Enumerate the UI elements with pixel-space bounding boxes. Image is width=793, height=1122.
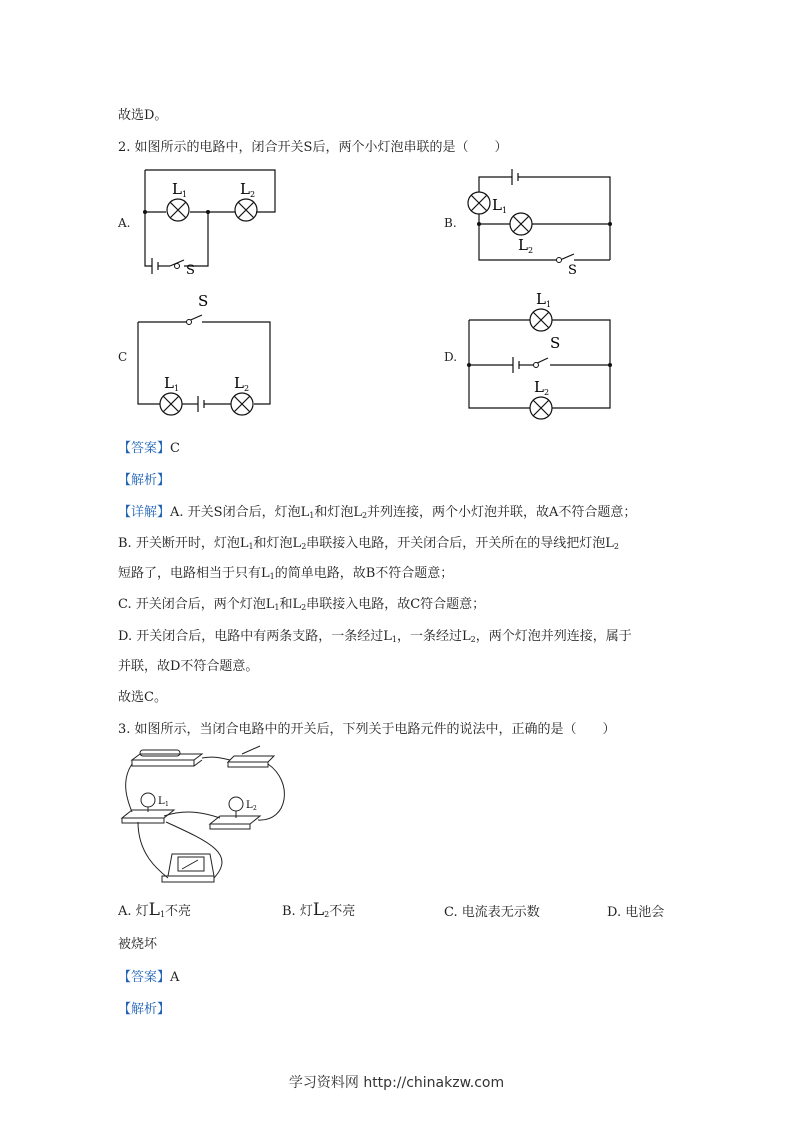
sub-1: 1 bbox=[309, 511, 315, 520]
fig-label-l2-sub: 2 bbox=[253, 805, 257, 812]
label-l2-d: L bbox=[534, 378, 544, 396]
label-l1-c: L bbox=[164, 374, 174, 392]
detail-c-1: C. 开关闭合后，两个灯泡L bbox=[118, 597, 275, 612]
detail-d-1: D. 开关闭合后，电路中有两条支路，一条经过L bbox=[118, 629, 392, 644]
q2-conclusion: 故选C。 bbox=[118, 690, 167, 705]
q2-detail-d-cont: 并联，故D不符合题意。 bbox=[118, 659, 259, 674]
label-l2-b: L bbox=[518, 236, 528, 254]
q2-detail-c bbox=[118, 593, 485, 612]
footer-watermark: 学习资料网 http://chinakzw.com bbox=[288, 1075, 505, 1091]
fig-label-l1-sub: 1 bbox=[165, 801, 169, 808]
q3-opt-b-sub: 2 bbox=[324, 910, 330, 919]
detail-b-1: B. 开关断开时，灯泡L bbox=[118, 536, 249, 551]
option-b-label: B. bbox=[444, 216, 457, 230]
label-l1-d: L bbox=[536, 290, 546, 308]
detail-b-2: 和灯泡L bbox=[253, 536, 302, 551]
label-s-c: S bbox=[198, 292, 209, 310]
sub-1: 1 bbox=[391, 635, 397, 644]
option-d-label: D. bbox=[444, 350, 458, 364]
q3-apparatus-figure bbox=[118, 742, 298, 888]
q3-stem: 3. 如图所示，当闭合电路中的开关后，下列关于电路元件的说法中，正确的是（ ） bbox=[118, 722, 616, 737]
sub-2: 2 bbox=[301, 542, 307, 551]
label-l2-sub-c: 2 bbox=[244, 384, 250, 393]
q2-detail-d bbox=[118, 625, 632, 644]
q2-answer bbox=[118, 437, 180, 456]
label-l1-sub-b: 1 bbox=[502, 206, 508, 215]
fig-label-l2: L bbox=[246, 800, 253, 811]
q3-option-c: C. 电流表无示数 bbox=[444, 905, 540, 920]
detail-tag: 【详解】 bbox=[118, 505, 171, 520]
sub-1: 1 bbox=[248, 542, 254, 551]
answer-tag: 【答案】 bbox=[118, 441, 171, 456]
sub-2: 2 bbox=[613, 542, 620, 551]
detail-a-2: 和灯泡L bbox=[314, 505, 362, 520]
label-s-b: S bbox=[568, 263, 577, 278]
q2-stem: 2. 如图所示的电路中，闭合开关S后，两个小灯泡串联的是（ ） bbox=[118, 140, 508, 155]
circuit-b bbox=[462, 164, 622, 280]
q3-opt-b-l: L bbox=[312, 900, 325, 920]
q3-opt-a-text: A. 灯 bbox=[118, 904, 149, 919]
label-s-a: S bbox=[186, 263, 195, 278]
label-l1-sub-d: 1 bbox=[546, 300, 552, 309]
label-l1-sub-c: 1 bbox=[174, 384, 180, 393]
detail-a-3: 并列连接，两个小灯泡并联，故A不符合题意； bbox=[367, 505, 637, 520]
answer-value: C bbox=[170, 441, 180, 456]
circuit-d bbox=[462, 288, 622, 428]
answer-value: A bbox=[170, 970, 180, 985]
detail-b-3: 串联接入电路，开关闭合后，开关所在的导线把灯泡L bbox=[306, 536, 614, 551]
label-l1-b: L bbox=[492, 196, 502, 214]
fig-label-l1: L bbox=[158, 796, 165, 807]
q3-option-b bbox=[282, 900, 355, 920]
label-l2-sub-d: 2 bbox=[544, 388, 550, 397]
q3-opt-a-l: L bbox=[148, 900, 160, 920]
option-c-label: C bbox=[118, 350, 128, 364]
q3-option-d-cont: 被烧坏 bbox=[118, 937, 158, 952]
sub-2: 2 bbox=[470, 635, 476, 644]
detail-c-3: 串联接入电路，故C符合题意； bbox=[306, 597, 486, 612]
detail-c-2: 和L bbox=[279, 597, 302, 612]
q3-analysis-tag: 【解析】 bbox=[118, 1002, 171, 1017]
label-l1-a: L bbox=[172, 180, 182, 198]
detail-b-4: 短路了，电路相当于只有L bbox=[118, 566, 270, 581]
q3-option-a bbox=[118, 900, 191, 920]
option-a-label: A. bbox=[118, 216, 131, 230]
q2-analysis-tag: 【解析】 bbox=[118, 473, 171, 488]
label-l2-sub-b: 2 bbox=[528, 246, 534, 255]
q3-opt-b-tail: 不亮 bbox=[329, 904, 356, 919]
label-l2-sub-a: 2 bbox=[250, 190, 256, 199]
q3-opt-a-sub: 1 bbox=[159, 910, 166, 919]
label-s-d: S bbox=[550, 334, 561, 352]
answer-tag: 【答案】 bbox=[118, 970, 171, 985]
q2-detail-b bbox=[118, 532, 619, 551]
detail-a-1: A. 开关S闭合后，灯泡L bbox=[170, 505, 310, 520]
q3-answer bbox=[118, 966, 179, 985]
circuit-c bbox=[130, 290, 290, 420]
detail-d-2: ，一条经过L bbox=[396, 629, 471, 644]
detail-b-5: 的简单电路，故B不符合题意； bbox=[274, 566, 454, 581]
circuit-a bbox=[130, 162, 290, 282]
sub-1: 1 bbox=[274, 603, 280, 612]
sub-1: 1 bbox=[269, 572, 275, 581]
q3-option-d: D. 电池会 bbox=[607, 905, 665, 920]
label-l2-a: L bbox=[240, 180, 250, 198]
q3-opt-b-text: B. 灯 bbox=[282, 904, 313, 919]
q2-detail-b-cont bbox=[118, 562, 453, 581]
detail-d-3: ，两个灯泡并列连接，属于 bbox=[475, 629, 632, 644]
label-l2-c: L bbox=[234, 374, 244, 392]
sub-2: 2 bbox=[361, 511, 368, 520]
label-l1-sub-a: 1 bbox=[182, 190, 188, 199]
conclusion-q1: 故选D。 bbox=[118, 108, 168, 123]
q3-opt-a-tail: 不亮 bbox=[165, 904, 192, 919]
q2-detail-a bbox=[118, 501, 636, 520]
sub-2: 2 bbox=[301, 603, 307, 612]
